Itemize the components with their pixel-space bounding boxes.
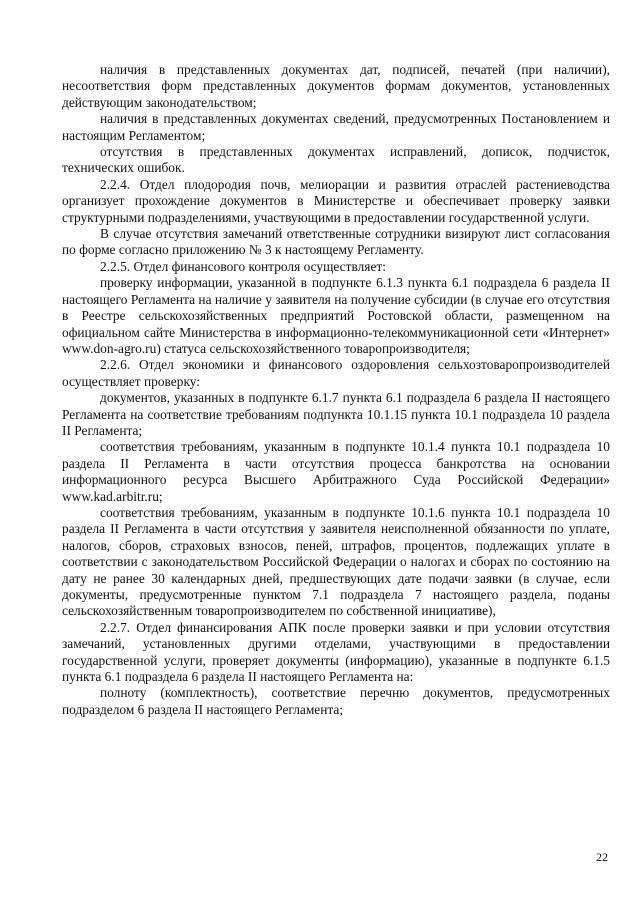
paragraph: В случае отсутствия замечаний ответственные сотрудники визируют лист согласования по форме согласно приложению № 3 к настоящему Регламенту. [62,226,610,258]
paragraph: соответствия требованиям, указанным в подпункте 10.1.6 пункта 10.1 подраздела 10 раздела II Регламента в части отсутствия у заявителя неисполненной обязанности по уплате, налогов, сборов, страховых взносов, пеней, штрафов, процентов, подлежащих уплате в соответствии с законодательством Российской Федерации о налогах и сборах по состоянию на дату не ранее 30 календарных дней, предшествующих дате подачи заявки (в случае, если документы, предусмотренные пунктом 7.1 подраздела 7 настоящего раздела, поданы сельскохозяйственным товаропроизводителем по собственной инициативе), [62,504,610,619]
paragraph: соответствия требованиям, указанным в подпункте 10.1.4 пункта 10.1 подраздела 10 раздела II Регламента в части отсутствия процесса банкротства на основании информационного ресурса Высшего Арбитражного Суда Российской Федерации» www.kad.arbitr.ru; [62,439,610,504]
page-number: 22 [596,850,608,864]
paragraph: отсутствия в представленных документах исправлений, дописок, подчисток, технических ошибок. [62,144,610,176]
paragraph: полноту (комплектность), соответствие перечню документов, предусмотренных подразделом 6 раздела II настоящего Регламента; [62,685,610,717]
paragraph: 2.2.7. Отдел финансирования АПК после проверки заявки и при условии отсутствия замечаний, установленных другими отделами, участвующими в предоставлении государственной услуги, проверяет документы (информацию), указанные в подпункте 6.1.5 пункта 6.1 подраздела 6 раздела II настоящего Регламента на: [62,619,610,685]
paragraph: 2.2.4. Отдел плодородия почв, мелиорации и развития отраслей растениеводства организует прохождение документов в Министерстве и обеспечивает проверку заявки структурными подразделениями, участвующими в предоставлении государственной услуги. [62,176,610,225]
document-body [62,62,610,718]
paragraph: документов, указанных в подпункте 6.1.7 пункта 6.1 подраздела 6 раздела II настоящего Регламента на соответствие требованиям подпункта 10.1.15 пункта 10.1 подраздела 10 раздела II Регламента; [62,390,610,438]
paragraph: проверку информации, указанной в подпункте 6.1.3 пункта 6.1 подраздела 6 раздела II настоящего Регламента на наличие у заявителя на получение субсидии (в случае его отсутствия в Реестре сельскохозяйственных предприятий Ростовской области, размещенном на официальном сайте Министерства в информационно-телекоммуникационной сети «Интернет» www.don-agro.ru) статуса сельскохозяйственного товаропроизводителя; [62,275,610,356]
paragraph: 2.2.6. Отдел экономики и финансового оздоровления сельхозтоваропроизводителей осуществляет проверку: [62,357,610,389]
paragraph: наличия в представленных документах дат, подписей, печатей (при наличии), несоответствия форм представленных документов формам документов, установленных действующим законодательством; [62,62,610,110]
paragraph: наличия в представленных документах сведений, предусмотренных Постановлением и настоящим Регламентом; [62,111,610,143]
paragraph: 2.2.5. Отдел финансового контроля осуществляет: [100,258,386,274]
